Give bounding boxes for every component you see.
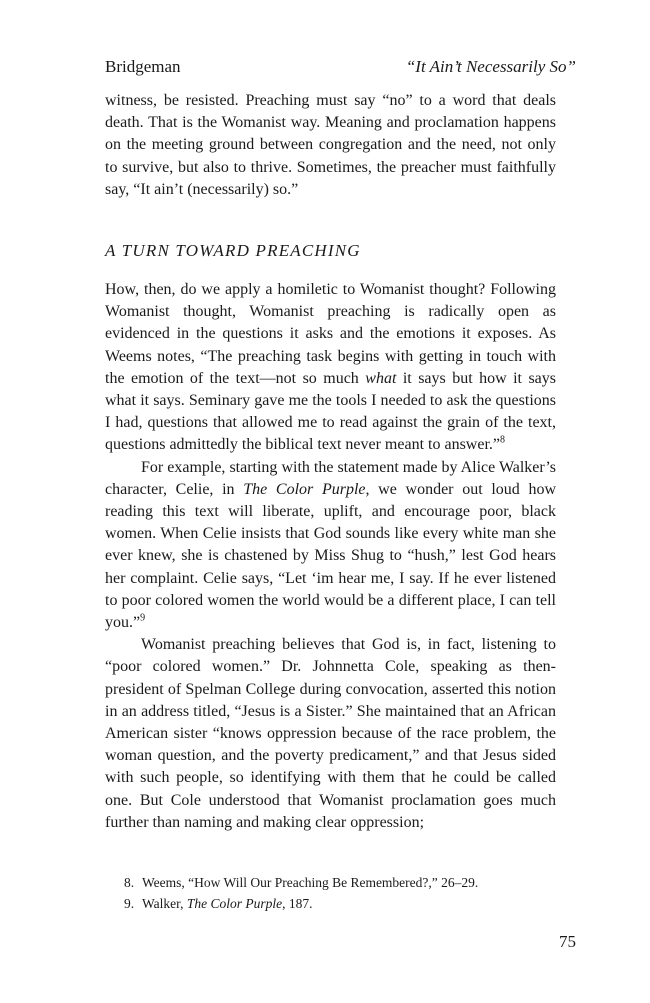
footnote-item bbox=[124, 893, 564, 914]
footnote-reference: 9 bbox=[140, 612, 146, 624]
running-header bbox=[105, 56, 576, 78]
page-number: 75 bbox=[559, 932, 576, 951]
footnote-number: 9. bbox=[124, 896, 135, 911]
footnotes bbox=[124, 872, 564, 914]
footnote-text: Weems, “How Will Our Preaching Be Remembered?,” 26–29. bbox=[142, 875, 479, 890]
footnote-item bbox=[124, 872, 564, 893]
book-title: The Color Purple bbox=[243, 480, 366, 498]
emphasis-text: what bbox=[365, 369, 397, 387]
footnote-text: Walker, bbox=[142, 896, 187, 911]
paragraph-womanist-preaching: Womanist preaching believes that God is, in fact, listening to “poor colored women.” Dr. Johnnetta Cole, speaking as then-president of Spelman College during convocation, asserted this notion in an address titled, “Jesus is a Sister.” She maintained that an African American sister “knows oppression because of the race problem, the woman question, and the poverty predicament,” and that Jesus sided with such people, so identifying with them that he could be called one. But Cole understood that Womanist proclamation goes much further than naming and making clear oppression; bbox=[105, 636, 556, 831]
footnote-reference: 8 bbox=[500, 435, 505, 447]
paragraph-text: For example, starting with the statement made by Alice Walker’s character, Celie, in bbox=[105, 458, 556, 498]
paragraph-text: it says but how it says what it says. Seminary gave me the tools I needed to ask the questions I had, questions that allowed me to read against the grain of the text, questions admittedly the biblical text never meant to answer.” bbox=[105, 369, 557, 454]
section-heading: A TURN TOWARD PREACHING bbox=[105, 241, 361, 261]
paragraph-homiletic bbox=[105, 279, 556, 457]
footnote-number: 8. bbox=[124, 875, 135, 890]
paragraph-color-purple bbox=[105, 457, 556, 635]
footnote-book-title: The Color Purple bbox=[186, 896, 283, 911]
header-chapter-title: “It Ain’t Necessarily So” bbox=[405, 57, 576, 76]
paragraph-text: How, then, do we apply a homiletic to Womanist thought? Following Womanist thought, Womanist preaching is radically open as evidenced in the questions it asks and the emotions it exposes. As Weems notes, “The preaching task begins with getting in touch with the emotion of the text—not so much bbox=[105, 281, 556, 387]
paragraph-text: , we wonder out loud how reading this text will liberate, uplift, and encourage poor, black women. When Celie insists that God sounds like every white man she ever knew, she is chastened by Miss Shug to “hush,” lest God hears her complaint. Celie says, “Let ‘im hear me, I say. If he ever listened to poor colored women the world would be a different place, I can tell you.” bbox=[105, 480, 557, 632]
paragraph-continuation: witness, be resisted. Preaching must say “no” to a word that deals death. That is the Womanist way. Meaning and proclamation happens on the meeting ground between congregation and the need, not only to survive, but also to thrive. Sometimes, the preacher must faithfully say, “It ain’t (necessarily) so.” bbox=[105, 92, 556, 198]
header-author: Bridgeman bbox=[105, 57, 181, 76]
body-text bbox=[105, 90, 556, 834]
footnote-text: , 187. bbox=[282, 896, 313, 911]
